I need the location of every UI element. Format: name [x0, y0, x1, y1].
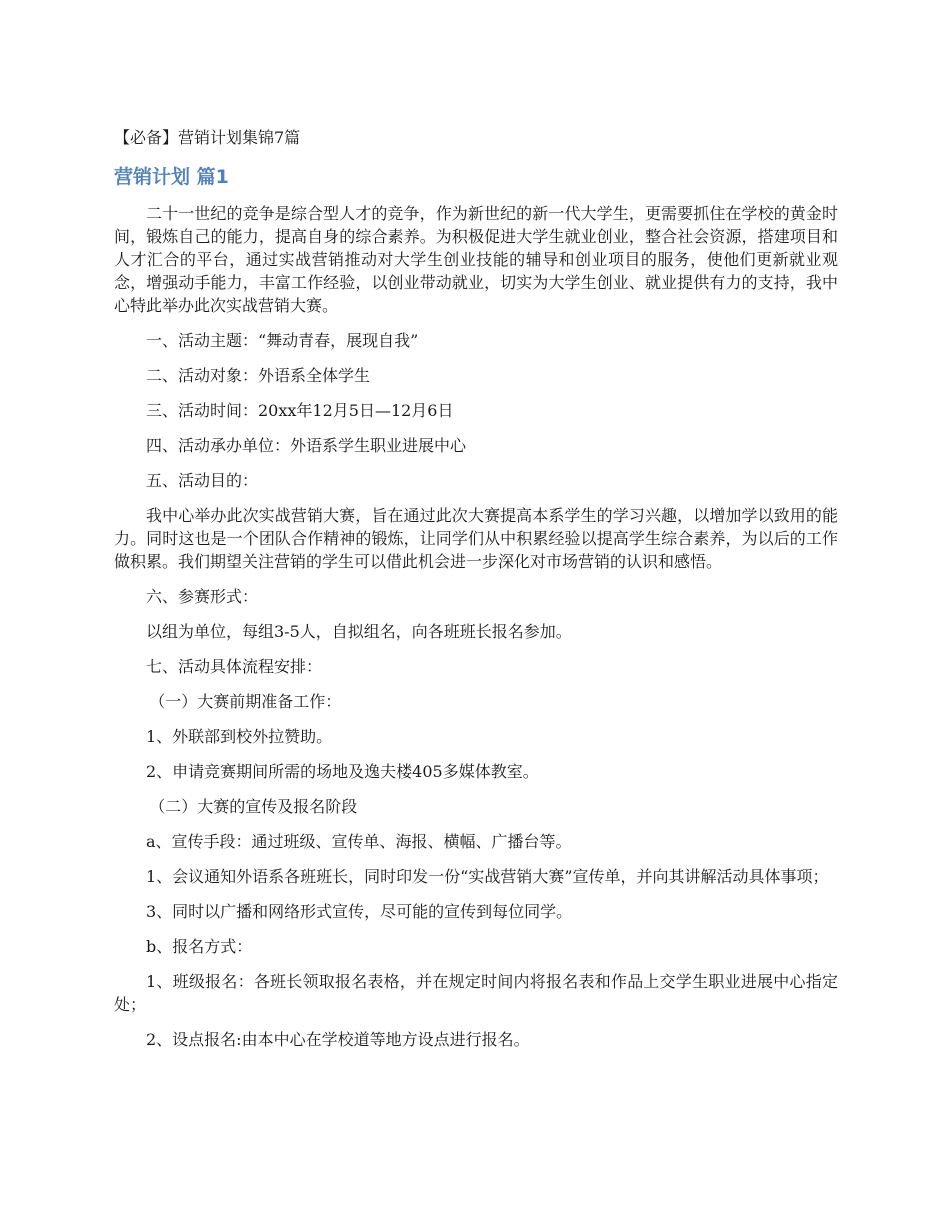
paragraph-target: 二、活动对象：外语系全体学生 — [146, 366, 371, 385]
paragraph-promo-heading: （二）大赛的宣传及报名阶段 — [149, 797, 358, 816]
paragraph-signup-1: 1、班级报名：各班长领取报名表格，并在规定时间内将报名表和作品上交学生职业进展中心指定处； — [114, 972, 838, 1014]
paragraph-promo-3: 3、同时以广播和网络形式宣传，尽可能的宣传到每位同学。 — [146, 902, 573, 921]
document-title: 【必备】营销计划集锦7篇 — [114, 128, 301, 147]
section-heading: 营销计划 篇1 — [114, 166, 229, 188]
paragraph-format-heading: 六、参赛形式： — [146, 587, 259, 606]
paragraph-prep-heading: （一）大赛前期准备工作： — [149, 692, 342, 711]
paragraph-format: 以组为单位，每组3-5人，自拟组名，向各班班长报名参加。 — [146, 622, 572, 641]
paragraph-prep-1: 1、外联部到校外拉赞助。 — [146, 727, 333, 746]
paragraph-purpose-heading: 五、活动目的： — [146, 471, 259, 490]
paragraph-theme: 一、活动主题：“舞动青春，展现自我” — [146, 331, 419, 350]
paragraph-promo-means: a、宣传手段：通过班级、宣传单、海报、横幅、广播台等。 — [146, 832, 572, 851]
paragraph-organizer: 四、活动承办单位：外语系学生职业进展中心 — [146, 436, 467, 455]
paragraph-signup-2: 2、设点报名:由本中心在学校道等地方设点进行报名。 — [146, 1030, 530, 1049]
paragraph-prep-2: 2、申请竞赛期间所需的场地及逸夫楼405多媒体教室。 — [146, 762, 539, 781]
paragraph-time: 三、活动时间：20xx年12月5日—12月6日 — [146, 401, 454, 420]
paragraph-intro: 二十一世纪的竞争是综合型人才的竞争，作为新世纪的新一代大学生，更需要抓住在学校的黄金时间，锻炼自己的能力，提高自身的综合素养。为积极促进大学生就业创业，整合社会资源，搭建项目和人才汇合的平台，通过实战营销推动对大学生创业技能的辅导和创业项目的服务，使他们更新就业观念，增强动手能力，丰富工作经验，以创业带动就业，切实为大学生创业、就业提供有力的支持，我中心特此举办此次实战营销大赛。 — [114, 204, 838, 315]
paragraph-process-heading: 七、活动具体流程安排： — [146, 657, 323, 676]
paragraph-purpose: 我中心举办此次实战营销大赛，旨在通过此次大赛提高本系学生的学习兴趣，以增加学以致用的能力。同时这也是一个团队合作精神的锻炼，让同学们从中积累经验以提高学生综合素养，为以后的工作做积累。我们期望关注营销的学生可以借此机会进一步深化对市场营销的认识和感悟。 — [114, 506, 838, 571]
document-page — [114, 126, 838, 1063]
paragraph-promo-1: 1、会议通知外语系各班班长，同时印发一份“实战营销大赛”宣传单，并向其讲解活动具体事项； — [146, 867, 829, 886]
paragraph-signup-heading: b、报名方式： — [146, 937, 253, 956]
